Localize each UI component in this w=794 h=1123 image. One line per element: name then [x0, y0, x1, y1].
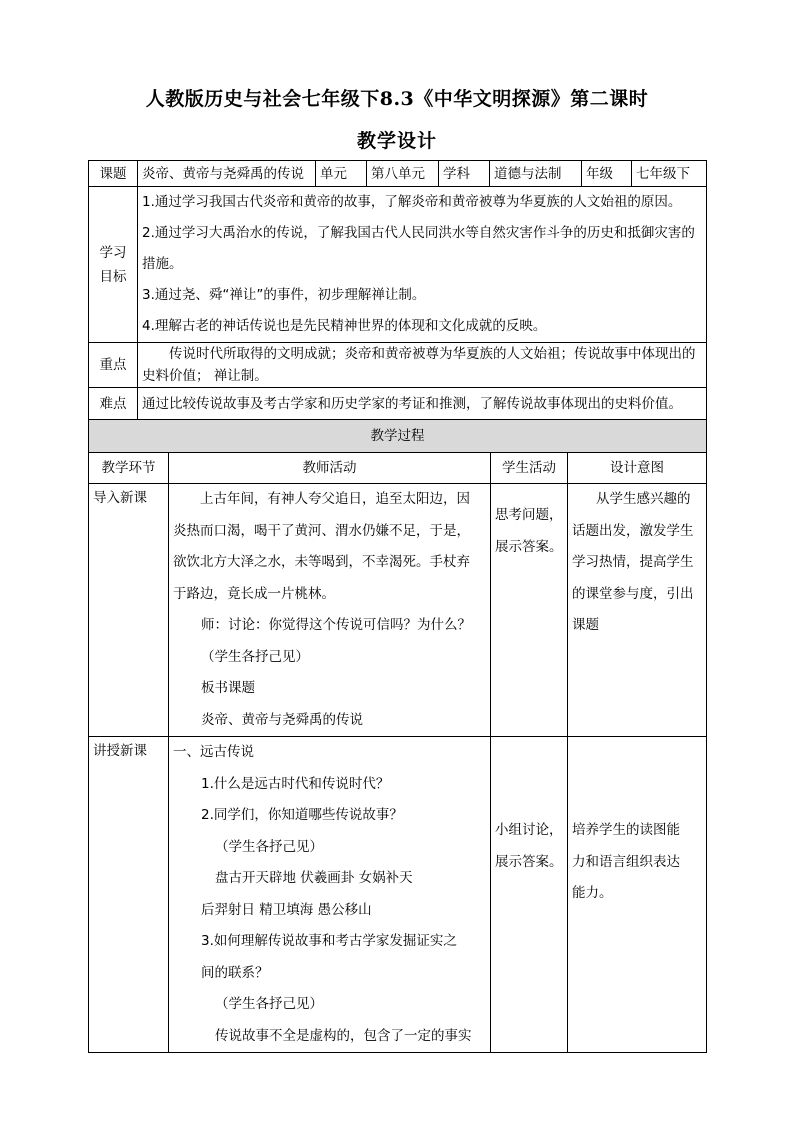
process-header-row — [89, 453, 707, 484]
goals-row — [89, 187, 707, 343]
process-title: 教学过程 — [89, 420, 707, 453]
key-points-text: 传说时代所取得的文明成就；炎帝和黄帝被尊为华夏族的人文始祖；传说故事中体现出的史料价值； 禅让制。 — [138, 343, 707, 388]
process-title-row — [89, 420, 707, 453]
document-subtitle: 教学设计 — [356, 130, 437, 152]
topic-value: 炎帝、黄帝与尧舜禹的传说 — [138, 161, 316, 187]
label-unit: 单元 — [316, 161, 367, 187]
goal-item: 3.通过尧、舜“禅让”的事件，初步理解禅让制。 — [142, 287, 426, 303]
key-points-label: 重点 — [89, 343, 138, 388]
student-activity-intro: 思考问题， 展示答案。 — [491, 484, 568, 737]
header-teacher: 教师活动 — [169, 453, 491, 484]
subject-value: 道德与法制 — [490, 161, 582, 187]
key-points-row — [89, 343, 707, 388]
goals-content — [138, 187, 707, 343]
header-stage: 教学环节 — [89, 453, 169, 484]
goal-item: 2.通过学习大禹治水的传说，了解我国古代人民同洪水等自然灾害作斗争的历史和抵御灾害的措施。 — [142, 225, 695, 272]
student-activity-new: 小组讨论， 展示答案。 — [491, 737, 568, 1053]
document-title: 人教版历史与社会七年级下8.3《中华文明探源》第二课时 — [145, 88, 649, 110]
goal-item: 1.通过学习我国古代炎帝和黄帝的故事，了解炎帝和黄帝被尊为华夏族的人文始祖的原因。 — [142, 194, 682, 210]
label-subject: 学科 — [439, 161, 490, 187]
design-intent-new: 培养学生的读图能 力和语言组织表达 能力。 — [568, 737, 707, 1053]
label-grade: 年级 — [582, 161, 632, 187]
stage-intro: 导入新课 — [89, 484, 169, 737]
difficulties-text: 通过比较传说故事及考古学家和历史学家的考证和推测，了解传说故事体现出的史料价值。 — [138, 388, 707, 420]
teacher-activity-new: 一、远古传说 1.什么是远古时代和传说时代？ 2.同学们，你知道哪些传说故事？ （学生各抒己见） 盘古开天辟地 伏羲画卦 女娲补天 后羿射日 精卫填海 愚公移山 3.如何理解传说故事和考古学家发掘证实之 间的联系？ （学生各抒己见） 传说故事不全是虚构的，包含了一定的事实 — [169, 737, 491, 1053]
goal-item: 4.理解古老的神话传说也是先民精神世界的体现和文化成就的反映。 — [142, 318, 547, 334]
goals-label: 学习 目标 — [89, 187, 138, 343]
teaching-process-table — [88, 419, 707, 1053]
unit-value: 第八单元 — [367, 161, 439, 187]
stage-new-lesson: 讲授新课 — [89, 737, 169, 1053]
design-intent-intro: 从学生感兴趣的 话题出发，激发学生 学习热情，提高学生 的课堂参与度，引出 课题 — [568, 484, 707, 737]
grade-value: 七年级下 — [632, 161, 707, 187]
header-student: 学生活动 — [491, 453, 568, 484]
difficulties-row — [89, 388, 707, 420]
table-row — [89, 484, 707, 737]
difficulties-label: 难点 — [89, 388, 138, 420]
info-row — [89, 161, 707, 187]
header-intent: 设计意图 — [568, 453, 707, 484]
label-topic: 课题 — [89, 161, 138, 187]
teacher-activity-intro: 上古年间，有神人夸父追日，追至太阳边，因 炎热而口渴，喝干了黄河、渭水仍嫌不足，于是， 欲饮北方大泽之水，未等喝到，不幸渴死。手杖弃 于路边，竟长成一片桃林。 师：讨论：你觉得这个传说可信吗？为什么？ （学生各抒己见） 板书课题 炎帝、黄帝与尧舜禹的传说 — [169, 484, 491, 737]
table-row — [89, 737, 707, 1053]
lesson-info-table — [88, 160, 707, 420]
